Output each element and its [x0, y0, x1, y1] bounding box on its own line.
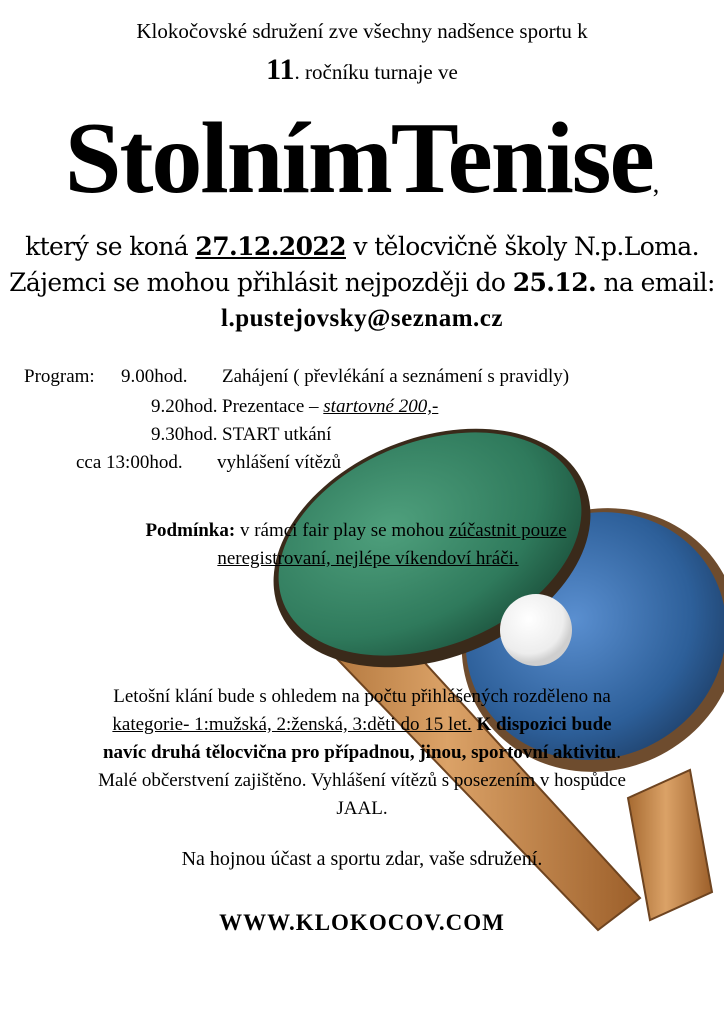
details-line-1: Letošní klání bude s ohledem na počtu přihlášených rozděleno na	[113, 686, 611, 707]
program-time-2: 9.20hod.	[151, 396, 218, 417]
program-text-1: Zahájení ( převlékání a seznámení s pravidly)	[222, 366, 570, 387]
page-title	[0, 100, 724, 217]
edition-line	[0, 53, 724, 87]
registration-line	[0, 268, 724, 297]
condition-label: Podmínka:	[145, 520, 236, 541]
edition-number: 11	[266, 53, 295, 86]
program-time-3: 9.30hod.	[151, 424, 218, 445]
title-text: StolnímTenise	[64, 102, 653, 215]
registration-deadline: 25.12.	[512, 268, 597, 297]
program-text-3: START utkání	[222, 424, 332, 445]
condition-text-underlined: zúčastnit pouze	[448, 520, 567, 541]
contact-email: l.pustejovsky@seznam.cz	[221, 305, 503, 332]
availability-text: K dispozici bude	[471, 714, 612, 735]
entry-fee: startovné 200,-	[323, 396, 439, 417]
website-link[interactable]: WWW.KLOKOCOV.COM	[219, 910, 505, 935]
date-prefix: který se koná	[25, 232, 196, 261]
invitation-intro: Klokočovské sdružení zve všechny nadšence sportu k	[136, 19, 588, 43]
categories-text: kategorie- 1:mužská, 2:ženská, 3:děti do 15 let.	[112, 714, 472, 735]
edition-text: . ročníku turnaje ve	[294, 60, 458, 84]
details-line-3	[0, 742, 724, 764]
program-item-2	[222, 396, 438, 418]
condition-line-2: neregistrovaní, nejlépe víkendoví hráči.	[217, 548, 519, 569]
registration-suffix: na email:	[596, 268, 715, 297]
title-comma: ,	[652, 169, 660, 198]
event-date: 27.12.2022	[195, 232, 346, 261]
details-line-4: Malé občerstvení zajištěno. Vyhlášení vítězů s posezením v hospůdce	[98, 770, 626, 791]
program-text-2: Prezentace –	[222, 396, 324, 417]
event-date-line	[0, 232, 724, 261]
program-time-1: 9.00hod.	[121, 366, 188, 387]
closing-line: Na hojnou účast a sportu zdar, vaše sdružení.	[181, 848, 543, 870]
ping-pong-ball	[500, 594, 572, 666]
program-label: Program:	[24, 366, 95, 387]
second-gym-period: .	[616, 742, 622, 763]
second-gym-text: navíc druhá tělocvična pro případnou, jinou, sportovní aktivitu	[102, 742, 617, 763]
details-line-2	[0, 714, 724, 736]
program-text-4: vyhlášení vítězů	[217, 452, 341, 473]
details-line-5: JAAL.	[336, 798, 388, 819]
condition-text: v rámci fair play se mohou	[235, 520, 449, 541]
venue-text: v tělocvičně školy N.p.Loma.	[345, 232, 699, 261]
condition-line-1	[0, 520, 718, 542]
program-time-4: cca 13:00hod.	[76, 452, 183, 473]
registration-prefix: Zájemci se mohou přihlásit nejpozději do	[9, 268, 513, 297]
